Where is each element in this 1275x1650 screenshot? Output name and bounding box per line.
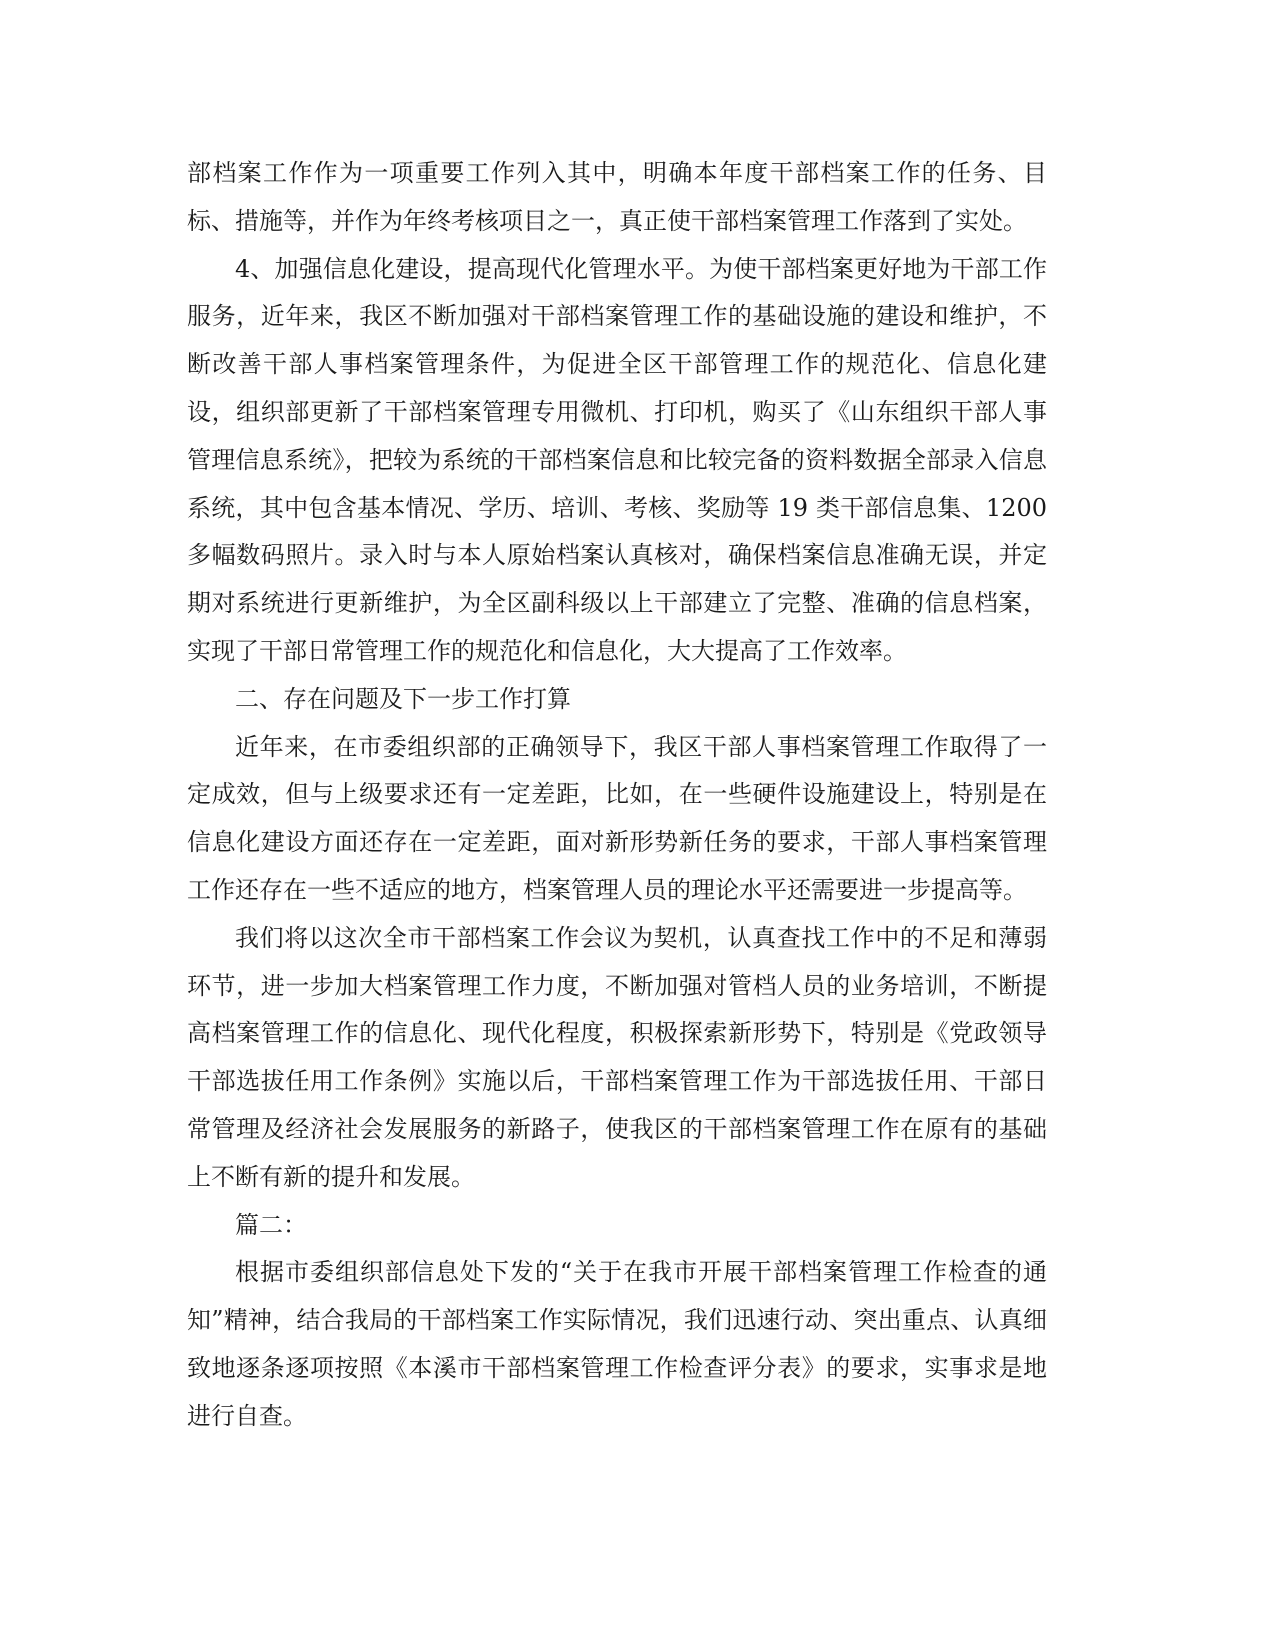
paragraph-continued: 部档案工作作为一项重要工作列入其中，明确本年度干部档案工作的任务、目标、措施等，并作为年终考核项目之一，真正使干部档案管理工作落到了实处。 bbox=[187, 159, 1047, 235]
paragraph-next-steps: 我们将以这次全市干部档案工作会议为契机，认真查找工作中的不足和薄弱环节，进一步加大档案管理工作力度，不断加强对管档人员的业务培训，不断提高档案管理工作的信息化、现代化程度，积极探索新形势下，特别是《党政领导干部选拔任用工作条例》实施以后，干部档案管理工作为干部选拔任用、干部日常管理及经济社会发展服务的新路子，使我区的干部档案管理工作在原有的基础上不断有新的提升和发展。 bbox=[187, 923, 1047, 1191]
document-body bbox=[187, 150, 1047, 1441]
paragraph-achievements: 近年来，在市委组织部的正确领导下，我区干部人事档案管理工作取得了一定成效，但与上级要求还有一定差距，比如，在一些硬件设施建设上，特别是在信息化建设方面还存在一定差距，面对新形势新任务的要求，干部人事档案管理工作还存在一些不适应的地方，档案管理人员的理论水平还需要进一步提高等。 bbox=[187, 732, 1047, 904]
section-heading-problems: 二、存在问题及下一步工作打算 bbox=[235, 684, 571, 713]
article-heading-part-two: 篇二： bbox=[235, 1210, 307, 1239]
paragraph-informatization: 4、加强信息化建设，提高现代化管理水平。为使干部档案更好地为干部工作服务，近年来，我区不断加强对干部档案管理工作的基础设施的建设和维护，不断改善干部人事档案管理条件，为促进全区干部管理工作的规范化、信息化建设，组织部更新了干部档案管理专用微机、打印机，购买了《山东组织干部人事管理信息系统》，把较为系统的干部档案信息和比较完备的资料数据全部录入信息系统，其中包含基本情况、学历、培训、考核、奖励等 19 类干部信息集、1200 多幅数码照片。录入时与本人原始档案认真核对，确保档案信息准确无误，并定期对系统进行更新维护，为全区副科级以上干部建立了完整、准确的信息档案，实现了干部日常管理工作的规范化和信息化，大大提高了工作效率。 bbox=[187, 254, 1047, 665]
paragraph-self-inspection: 根据市委组织部信息处下发的“关于在我市开展干部档案管理工作检查的通知”精神，结合我局的干部档案工作实际情况，我们迅速行动、突出重点、认真细致地逐条逐项按照《本溪市干部档案管理工作检查评分表》的要求，实事求是地进行自查。 bbox=[187, 1258, 1047, 1430]
